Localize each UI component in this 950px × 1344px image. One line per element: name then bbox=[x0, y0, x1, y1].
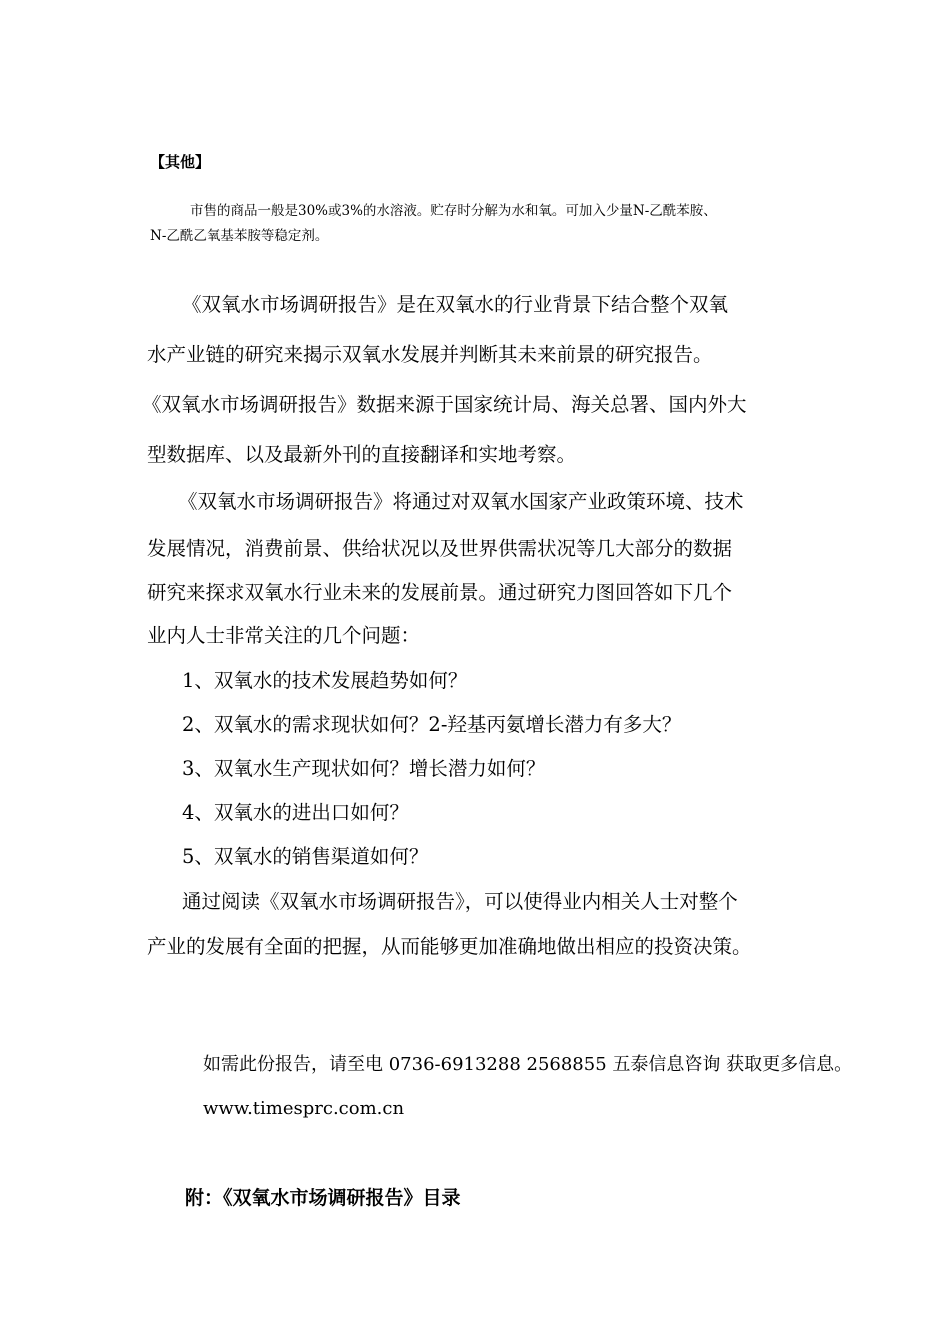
scope-line-4: 业内人士非常关注的几个问题： bbox=[147, 624, 421, 647]
scope-line-2: 发展情况，消费前景、供给状况以及世界供需状况等几大部分的数据 bbox=[147, 537, 733, 560]
note-line-2: N-乙酰乙氧基苯胺等稳定剂。 bbox=[150, 228, 329, 244]
website-link[interactable]: www.timesprc.com.cn bbox=[203, 1098, 405, 1119]
intro-line-4: 型数据库、以及最新外刊的直接翻译和实地考察。 bbox=[147, 443, 577, 466]
scope-line-1: 《双氧水市场调研报告》将通过对双氧水国家产业政策环境、技术 bbox=[178, 490, 744, 513]
conclusion-line-2: 产业的发展有全面的把握，从而能够更加准确地做出相应的投资决策。 bbox=[147, 935, 752, 958]
question-4: 4、双氧水的进出口如何？ bbox=[182, 801, 409, 824]
note-line-1: 市售的商品一般是30%或3%的水溶液。贮存时分解为水和氧。可加入少量N-乙酰苯胺、 bbox=[190, 203, 717, 219]
conclusion-line-1: 通过阅读《双氧水市场调研报告》，可以使得业内相关人士对整个 bbox=[182, 890, 738, 913]
question-2: 2、双氧水的需求现状如何？2-羟基丙氨增长潜力有多大？ bbox=[182, 713, 682, 736]
question-3: 3、双氧水生产现状如何？增长潜力如何？ bbox=[182, 757, 546, 780]
contact-line: 如需此份报告，请至电 0736-6913288 2568855 五泰信息咨询 获取更多信息。 bbox=[203, 1054, 853, 1075]
appendix-title: 附：《双氧水市场调研报告》目录 bbox=[185, 1187, 461, 1209]
question-5: 5、双氧水的销售渠道如何？ bbox=[182, 845, 429, 868]
question-1: 1、双氧水的技术发展趋势如何？ bbox=[182, 669, 468, 692]
section-heading: 【其他】 bbox=[150, 153, 211, 171]
intro-line-2: 水产业链的研究来揭示双氧水发展并判断其未来前景的研究报告。 bbox=[147, 343, 713, 366]
scope-line-3: 研究来探求双氧水行业未来的发展前景。通过研究力图回答如下几个 bbox=[147, 581, 733, 604]
intro-line-3: 《双氧水市场调研报告》数据来源于国家统计局、海关总署、国内外大 bbox=[142, 393, 747, 416]
intro-line-1: 《双氧水市场调研报告》是在双氧水的行业背景下结合整个双氧 bbox=[182, 293, 729, 316]
